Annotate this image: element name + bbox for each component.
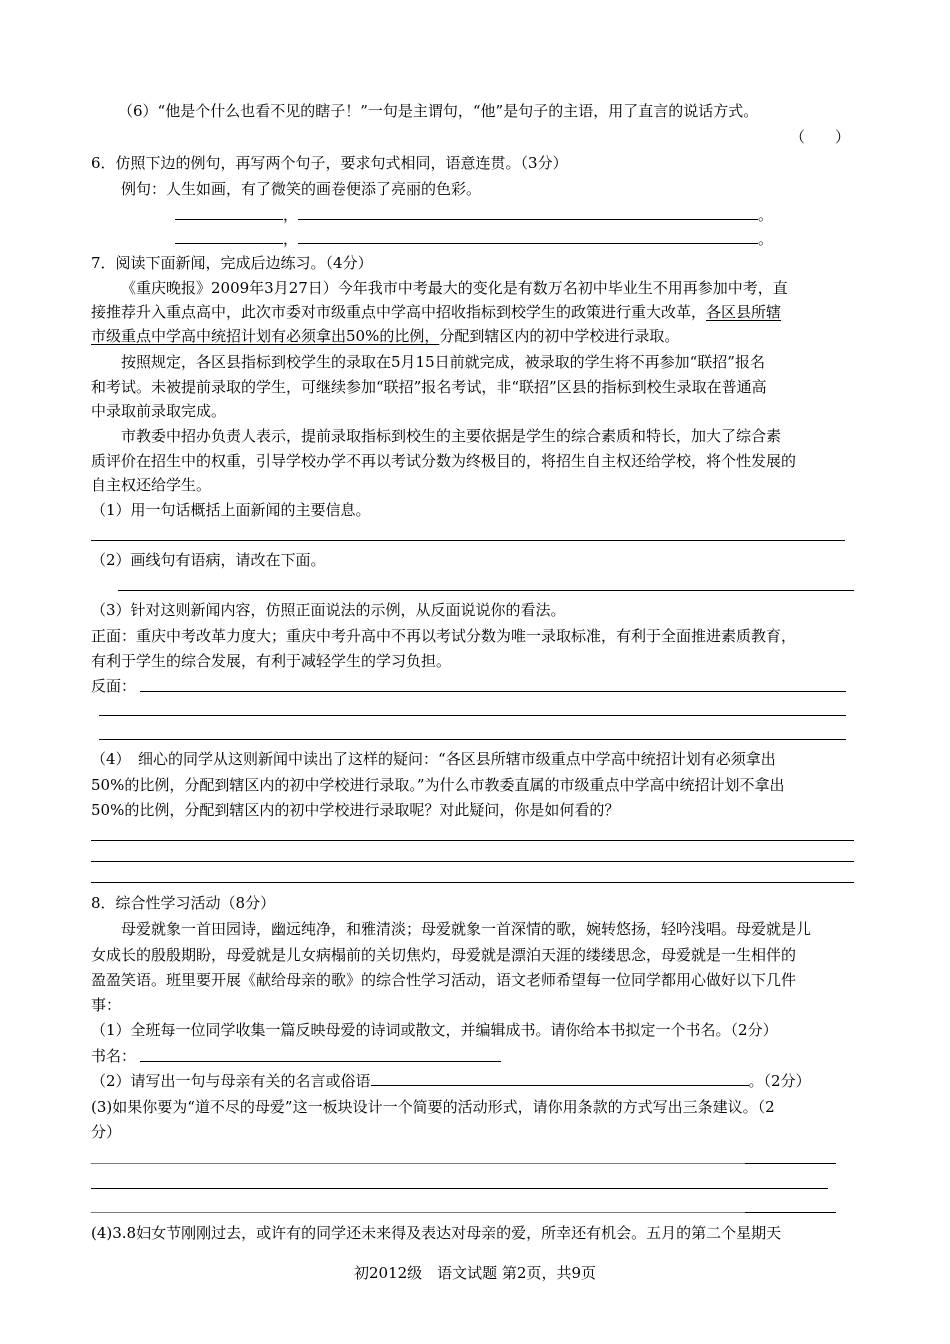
underlined-sentence: 各区县所辖 [706, 303, 782, 321]
q7-sub4-answer-line-2[interactable] [91, 861, 854, 862]
q7-sub4-answer-line-3[interactable] [91, 882, 854, 883]
q7-zhengmian-line2: 有利于学生的综合发展，有利于减轻学生的学习负担。 [91, 652, 452, 670]
q8-sub3-answer-line-3[interactable] [91, 1212, 745, 1213]
q5-item6-answer-paren[interactable]: （ ） [790, 128, 851, 146]
q7-sub4-line3: 50%的比例，分配到辖区内的初中学校进行录取呢？对此疑问，你是如何看的？ [91, 801, 620, 819]
q7-fanmian-label: 反面： [91, 677, 137, 695]
q7-fanmian-answer-line-1[interactable] [140, 691, 846, 692]
q7-news-p3-line1: 市教委中招办负责人表示，提前录取指标到校生的主要依据是学生的综合素质和特长，加大了综合素 [121, 427, 782, 445]
q8-intro-line1: 母爱就象一首田园诗，幽远纯净，和雅清淡；母爱就象一首深情的歌，婉转悠扬，轻吟浅唱。母爱就是儿 [121, 920, 812, 938]
q6-title: 6．仿照下边的例句，再写两个句子，要求句式相同，语意连贯。（3分） [91, 154, 568, 172]
page-footer: 初2012级 语文试题 第2页，共9页 [353, 1264, 597, 1282]
q7-sub4-line1: （4） 细心的同学从这则新闻中读出了这样的疑问：“各区县所辖市级重点中学高中统招计划有必须拿出 [91, 750, 776, 768]
q7-news-p2-line3: 中录取前录取完成。 [91, 402, 227, 420]
q8-sub3-answer-line-1[interactable] [91, 1163, 745, 1164]
q7-news-p1-line2: 接推荐升入重点高中，此次市委对市级重点中学高中招收指标到校学生的政策进行重大改革，各区县所辖 [91, 303, 782, 321]
q8-sub4-line1: (4)3.8妇女节刚刚过去，或许有的同学还未来得及表达对母亲的爱，所幸还有机会。五月的第二个星期天 [91, 1224, 782, 1242]
q8-sub3-answer-line-1-end[interactable] [745, 1163, 836, 1164]
q7-news-p3-line3: 自主权还给学生。 [91, 476, 212, 494]
q8-sub2-answer-line[interactable] [371, 1071, 749, 1086]
q7-news-p3-line2: 质评价在招生中的权重，引导学校办学不再以考试分数为终极目的，将招生自主权还给学校，将个性发展的 [91, 452, 797, 470]
q8-title: 8．综合性学习活动（8分） [91, 894, 276, 912]
q8-sub1: （1）全班每一位同学收集一篇反映母爱的诗词或散文，并编辑成书。请你给本书拟定一个书名。（2分） [91, 1021, 778, 1039]
q8-book-title-label: 书名： [91, 1047, 137, 1065]
q6-answer-line-1[interactable]: ， 。 [175, 205, 773, 225]
q7-sub2: （2）画线句有语病，请改在下面。 [91, 551, 326, 569]
q7-fanmian-answer-line-3[interactable] [99, 739, 846, 740]
q7-title: 7．阅读下面新闻，完成后边练习。（4分） [91, 254, 373, 272]
q7-zhengmian-line1: 正面：重庆中考改革力度大；重庆中考升高中不再以考试分数为唯一录取标准，有利于全面推进素质教育， [91, 627, 797, 645]
q7-news-p2-line2: 和考试。未被提前录取的学生，可继续参加“联招”报名考试，非“联招”区县的指标到校生录取在普通高 [91, 378, 767, 396]
q7-sub2-answer-line[interactable] [118, 590, 854, 591]
q7-sub4-line2: 50%的比例，分配到辖区内的初中学校进行录取。”为什么市教委直属的市级重点中学高中统招计划不拿出 [91, 776, 785, 794]
q6-answer-line-2[interactable]: ， 。 [175, 229, 773, 249]
q8-sub3-answer-line-2[interactable] [91, 1188, 828, 1189]
q7-sub1: （1）用一句话概括上面新闻的主要信息。 [91, 501, 371, 519]
q5-item6: （6）“他是个什么也看不见的瞎子！”一句是主谓句，“他”是句子的主语，用了直言的说话方式。 [118, 102, 759, 120]
q7-sub4-answer-line-1[interactable] [91, 840, 854, 841]
underlined-sentence: 市级重点中学高中统招计划有必须拿出50%的比例， [91, 327, 440, 345]
q8-sub3-line1: (3)如果你要为“道不尽的母爱”这一板块设计一个简要的活动形式，请你用条款的方式写出三条建议。（2 [91, 1098, 775, 1116]
q8-sub3-line2: 分） [91, 1123, 122, 1141]
q7-news-p2-line1: 按照规定，各区县指标到校学生的录取在5月15日前就完成，被录取的学生将不再参加“联招”报名 [121, 353, 765, 371]
q7-fanmian-answer-line-2[interactable] [99, 715, 846, 716]
q8-sub3-answer-line-3-end[interactable] [745, 1212, 836, 1213]
q8-book-title-answer-line[interactable] [140, 1061, 501, 1062]
q7-sub1-answer-line[interactable] [91, 540, 845, 541]
q7-news-p1-line1: 《重庆晚报》2009年3月27日）今年我市中考最大的变化是有数万名初中毕业生不用再参加中考，直 [121, 279, 788, 297]
q7-sub3: （3）针对这则新闻内容，仿照正面说法的示例，从反面说说你的看法。 [91, 601, 566, 619]
q8-intro-line3: 盈盈笑语。班里要开展《献给母亲的歌》的综合性学习活动，语文老师希望每一位同学都用心做好以下几件 [91, 971, 797, 989]
q7-news-p1-line3: 市级重点中学高中统招计划有必须拿出50%的比例，分配到辖区内的初中学校进行录取。 [91, 327, 680, 345]
q8-intro-line4: 事： [91, 996, 122, 1014]
q8-intro-line2: 女成长的殷殷期盼，母爱就是儿女病榻前的关切焦灼，母爱就是漂泊天涯的缕缕思念，母爱就是一生相伴的 [91, 946, 797, 964]
q6-example: 例句：人生如画，有了微笑的画卷便添了亮丽的色彩。 [121, 180, 482, 198]
q8-sub2: （2）请写出一句与母亲有关的名言或俗语 。（2分） [91, 1072, 811, 1090]
